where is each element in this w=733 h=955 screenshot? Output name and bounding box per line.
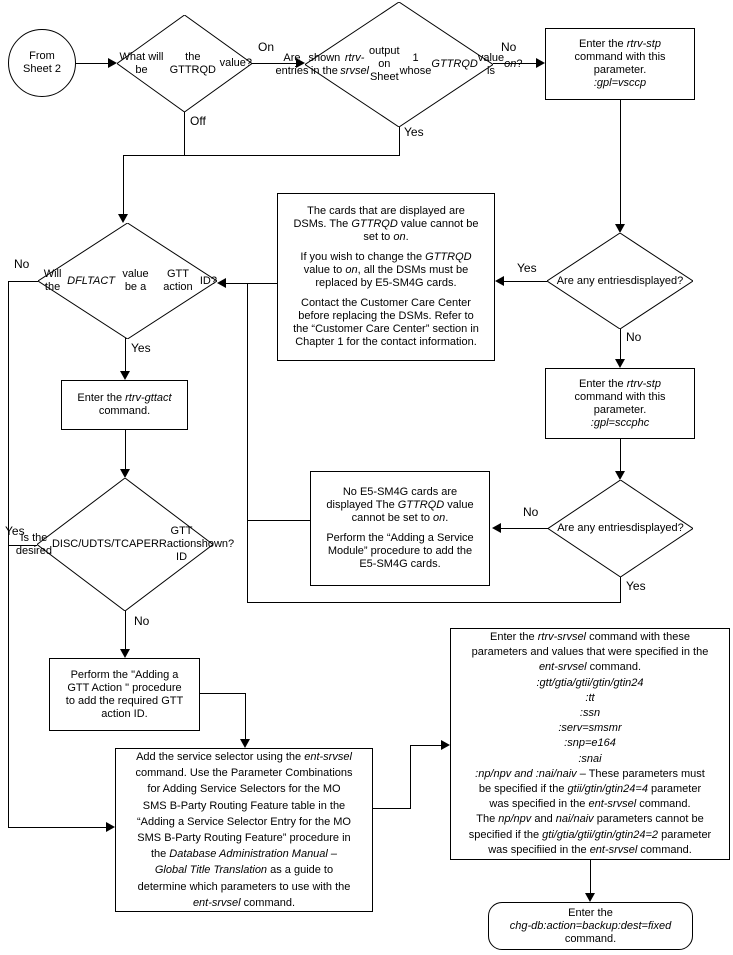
info-no-e5-cards [310, 471, 490, 586]
connector [184, 112, 185, 156]
connector [620, 100, 621, 225]
connector [226, 283, 277, 284]
process-add-service-selector [115, 748, 373, 912]
connector [125, 338, 126, 372]
arrowhead [492, 523, 501, 533]
connector [247, 602, 621, 603]
connector [125, 611, 126, 650]
edge-label-no: No [14, 257, 30, 271]
arrowhead [108, 58, 117, 68]
process-adding-gtt-action-label: Perform the "Adding a GTT Action " procedure to add the required GTT action ID. [65, 668, 184, 720]
arrowhead [585, 893, 595, 902]
arrowhead [118, 214, 128, 223]
connector [8, 281, 9, 827]
arrowhead [615, 471, 625, 480]
info-dsm-paragraph-2: If you wish to change the GTTRQD value to on, all the DSMs must be replaced by E5-SM4G cards. [300, 251, 472, 289]
connector [620, 577, 621, 603]
process-rtrv-stp-sccphc [545, 368, 695, 439]
connector [8, 281, 38, 282]
decision-gtt-action-shown-label: Is the desired DISC/UDTS/TCAPERR GTT action ID shown? [15, 525, 235, 563]
decision-dfltact-label: Will the DFLTACT value be a GTT action ID? [43, 268, 217, 293]
process-chg-db-backup [488, 902, 693, 950]
edge-label-off: Off [190, 114, 206, 128]
info-no-e5-paragraph-1: No E5-SM4G cards are displayed The GTTRQD value cannot be set to on. [326, 486, 474, 524]
connector [247, 283, 248, 603]
process-rtrv-stp-vsccp [545, 28, 695, 100]
arrowhead [120, 469, 130, 478]
decision-entries-displayed-1 [547, 233, 693, 329]
arrowhead [106, 822, 115, 832]
edge-label-yes: Yes [404, 125, 424, 139]
process-rtrv-stp-sccphc-label: Enter the rtrv-stp command with this parameter. :gpl=sccphc [574, 377, 666, 429]
start-label: From Sheet 2 [23, 50, 61, 75]
edge-label-yes: Yes [5, 524, 25, 538]
edge-label-yes: Yes [517, 261, 537, 275]
process-rtrv-srvsel-verify-label: Enter the rtrv-srvsel command with these parameters and values that were specified in the ent-srvsel command. :gtt/gtia/gtii/gtin/gtin24 :tt :ssn :serv=smsmr :snp=e164 :snai :np/npv and :nai/naiv – These parameters must be specified if the gtii/gtin/gtin24=4 parameter was specified in the ent-srvsel command. The np/npv and nai/naiv parameters cannot be specified if the gti/gtia/gtii/gtin/gtin24=2 parameter was specifiied in the ent-srvsel command. [468, 630, 712, 856]
edge-label-no: No [134, 614, 150, 628]
decision-gttrqd-value-label: What will be the GTTRQD value? [119, 50, 252, 76]
connector [123, 155, 400, 156]
connector [500, 528, 548, 529]
connector [590, 860, 591, 894]
edge-label-on: On [258, 40, 275, 54]
arrowhead [120, 371, 130, 380]
connector [200, 693, 245, 694]
connector [620, 329, 621, 360]
decision-gttrqd-value [117, 15, 252, 112]
arrowhead [615, 359, 625, 368]
arrowhead [495, 276, 504, 286]
decision-entries-displayed-2 [548, 480, 693, 577]
connector [123, 155, 124, 215]
decision-dfltact-gtt-action [38, 223, 217, 339]
start-terminator [8, 29, 76, 97]
arrowhead [615, 224, 625, 233]
decision-entries-displayed-2-label: Are any entries displayed? [557, 522, 684, 534]
process-adding-gtt-action [49, 658, 200, 731]
edge-label-yes: Yes [131, 341, 151, 355]
connector [410, 745, 411, 809]
info-dsm-paragraph-3: Contact the Customer Care Center before replacing the DSMs. Refer to the “Customer Care Center” section in Chapter 1 for the contact information. [293, 297, 479, 348]
info-dsm-cards [277, 193, 495, 361]
decision-entries-displayed-1-label: Are any entries displayed? [556, 274, 684, 287]
edge-label-no: No [626, 330, 642, 344]
process-add-service-selector-label: Add the service selector using the ent-srvsel command. Use the Parameter Combinations for Adding Service Selectors for the MO SMS B-Party Routing Feature table in the “Adding a Service Selector Entry for the MO SMS B-Party Routing Feature” procedure in the Database Administration Manual – Global Title Translation as a guide to determine which parameters to use with the ent-srvsel command. [135, 750, 353, 909]
connector [8, 827, 107, 828]
process-rtrv-stp-vsccp-label: Enter the rtrv-stp command with this parameter. :gpl=vsccp [574, 38, 666, 89]
arrowhead [536, 58, 545, 68]
edge-label-yes: Yes [626, 579, 646, 593]
connector [247, 520, 310, 521]
info-no-e5-paragraph-2: Perform the “Adding a Service Module” procedure to add the E5-SM4G cards. [326, 532, 474, 570]
process-chg-db-backup-label: Enter the chg-db:action=backup:dest=fixed command. [509, 906, 672, 945]
edge-label-no: No [523, 505, 539, 519]
connector [410, 745, 441, 746]
arrowhead [441, 740, 450, 750]
connector [373, 808, 411, 809]
connector [399, 127, 400, 156]
info-dsm-paragraph-1: The cards that are displayed are DSMs. The GTTRQD value cannot be set to on. [293, 205, 479, 243]
edge-label-no: No [501, 40, 517, 54]
arrowhead [217, 278, 226, 288]
connector [76, 63, 112, 64]
process-rtrv-gttact [61, 380, 188, 430]
connector [620, 439, 621, 472]
connector [245, 693, 246, 740]
process-rtrv-srvsel-verify [450, 628, 730, 860]
arrowhead [120, 649, 130, 658]
decision-entries-shown-label: Are entries shown in the rtrv-srvsel output on Sheet 1 whose GTTRQD value is on ? [275, 45, 523, 83]
process-rtrv-gttact-label: Enter the rtrv-gttact command. [77, 392, 172, 417]
connector [503, 281, 547, 282]
arrowhead [240, 739, 250, 748]
connector [125, 430, 126, 470]
